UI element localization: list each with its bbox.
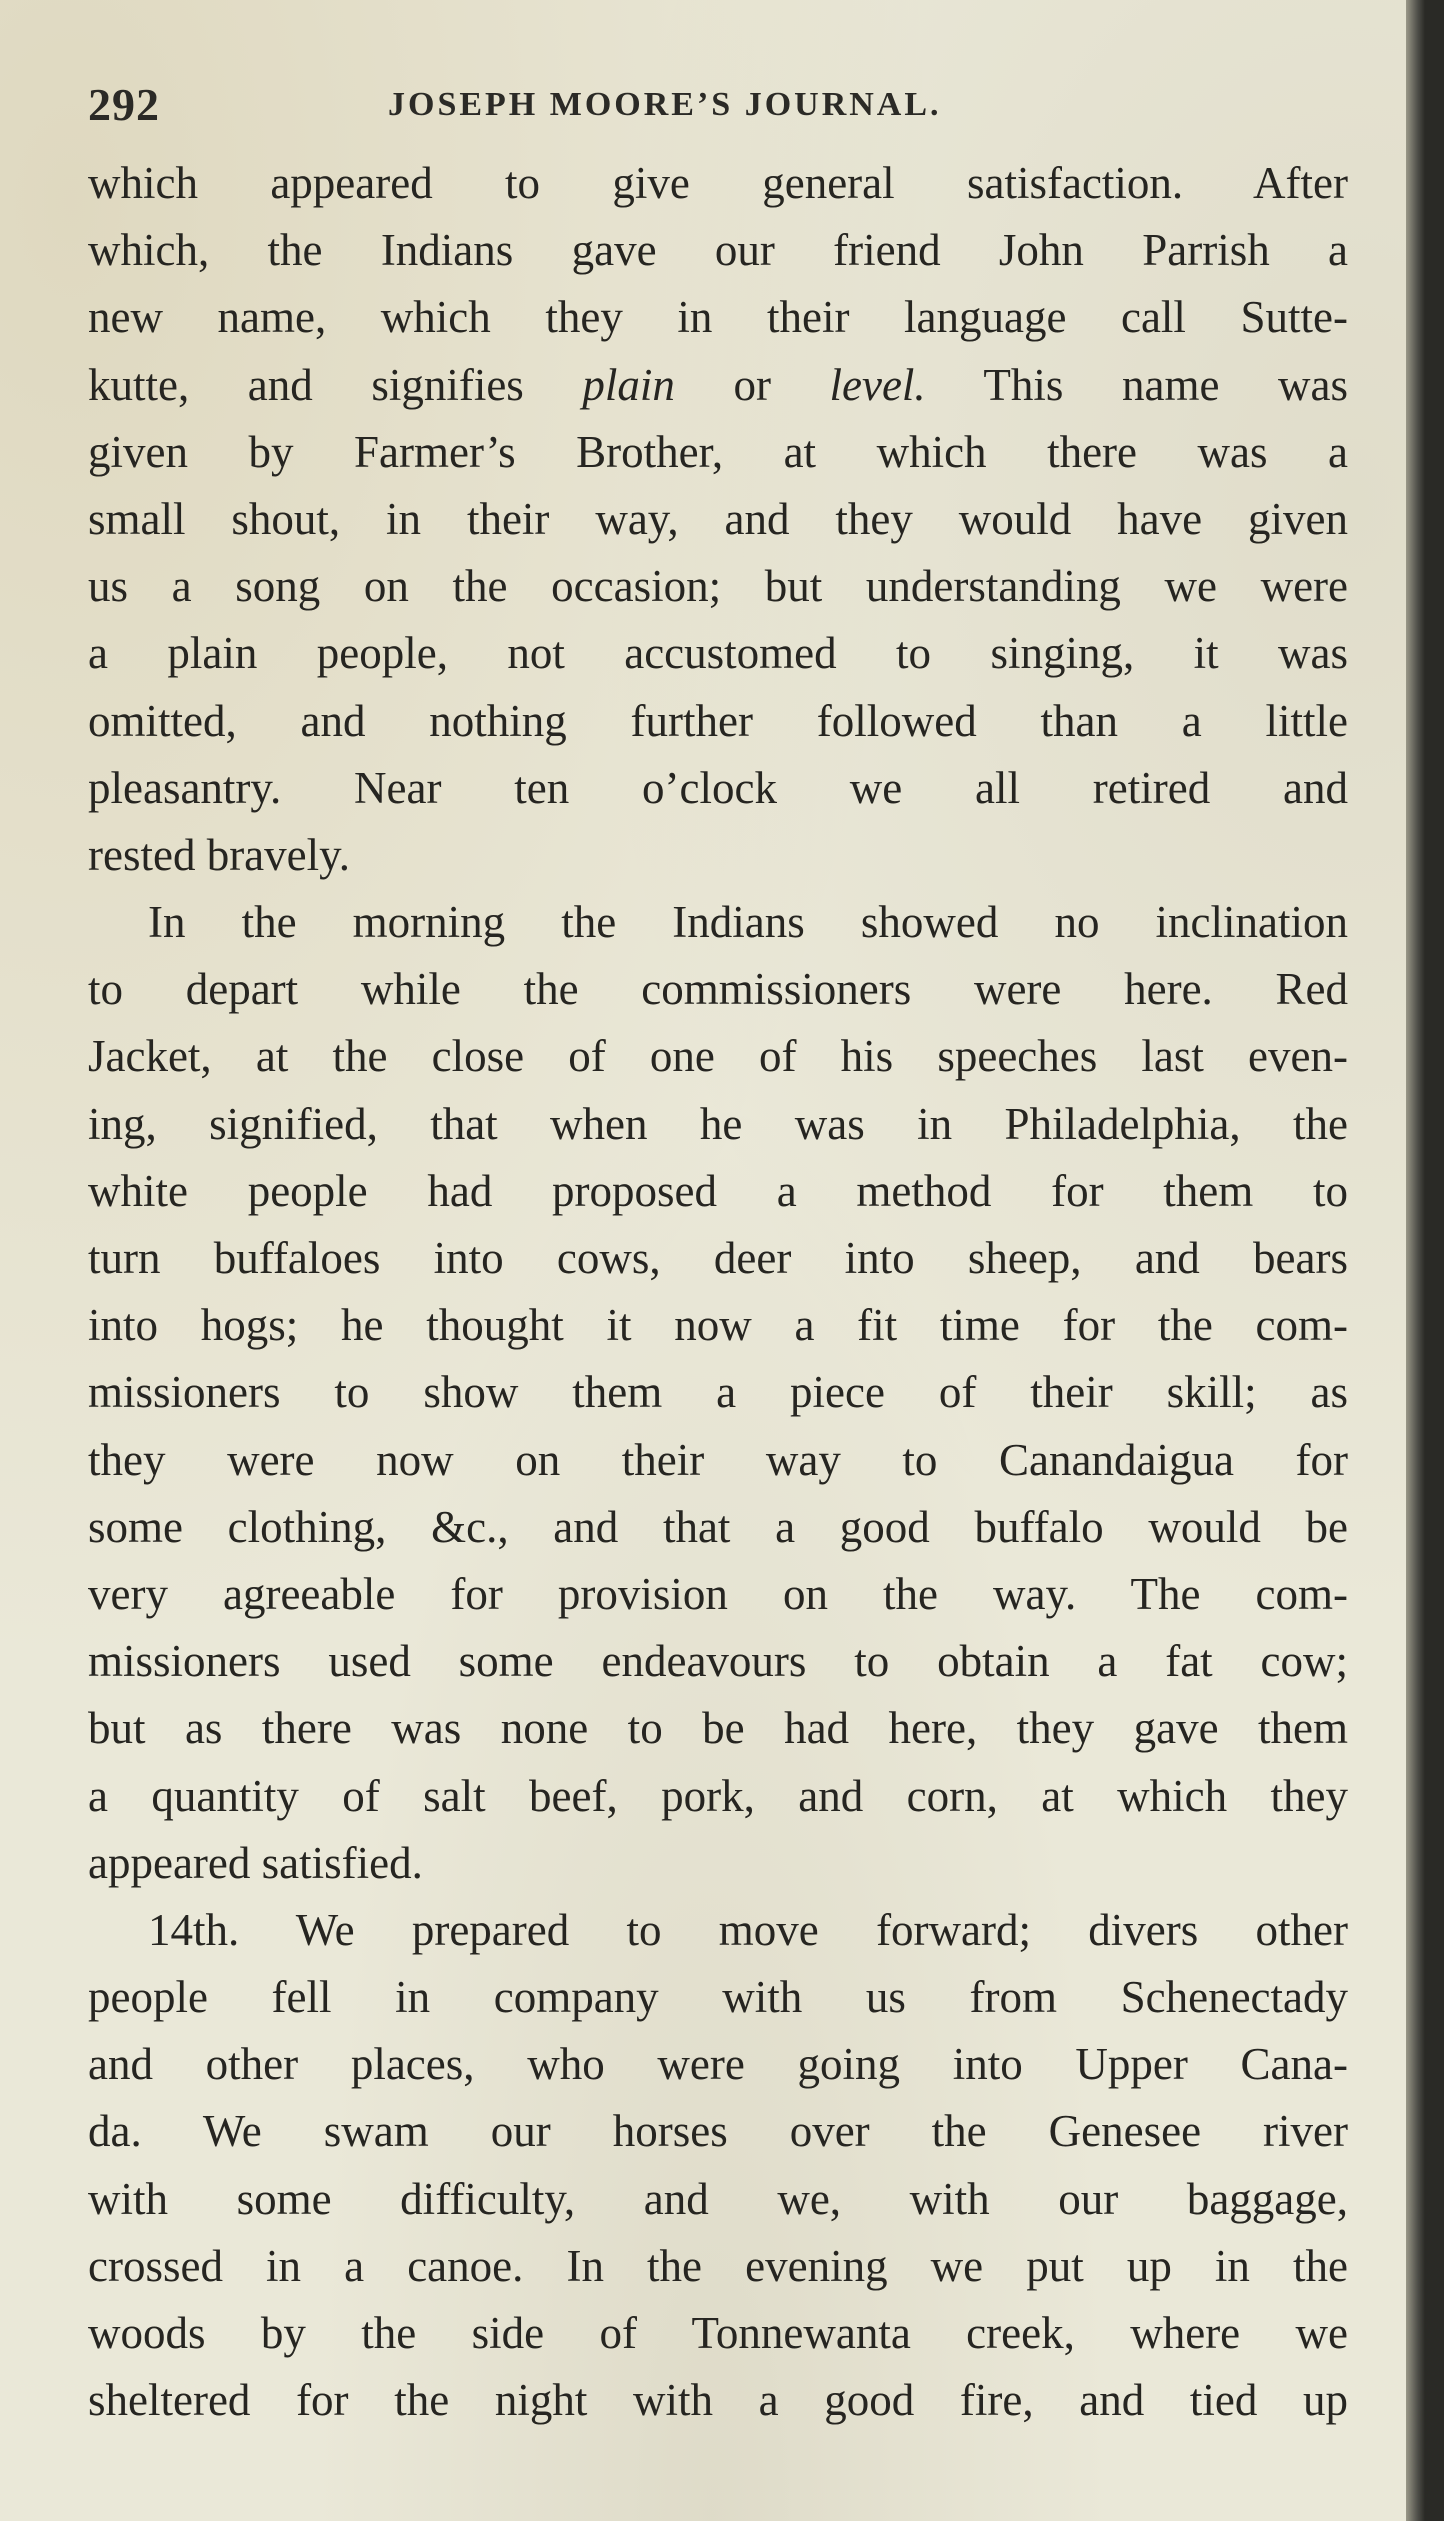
text-line: they were now on their way to Canandaigua for <box>88 1434 1348 1485</box>
text-line: In the morning the Indians showed no inclination <box>148 897 1348 948</box>
text-line: da. We swam our horses over the Genesee river <box>88 2106 1348 2157</box>
text-line: which, the Indians gave our friend John Parrish a <box>88 225 1348 276</box>
page-edge <box>1406 0 1425 2521</box>
running-head: JOSEPH MOORE’S JOURNAL. <box>388 86 942 123</box>
text-line: sheltered for the night with a good fire, and tied up <box>88 2375 1348 2426</box>
italic-word: plain <box>582 359 675 410</box>
text-line: some clothing, &c., and that a good buffalo would be <box>88 1501 1348 1552</box>
text-line: 14th. We prepared to move forward; divers other <box>148 1904 1348 1955</box>
text-line: to depart while the commissioners were here. Red <box>88 964 1348 1015</box>
page-header <box>88 78 1348 138</box>
text-line: pleasantry. Near ten o’clock we all retired and <box>88 762 1348 813</box>
text-line: very agreeable for provision on the way. The com- <box>88 1568 1348 1619</box>
text-segment: kutte, and signifies <box>88 359 583 410</box>
text-line: small shout, in their way, and they would have given <box>88 493 1348 544</box>
text-line: omitted, and nothing further followed than a little <box>88 695 1348 746</box>
text-line: rested bravely. <box>88 829 350 880</box>
text-line: appeared satisfied. <box>88 1837 423 1888</box>
page-number: 292 <box>88 79 160 130</box>
text-segment: This name was <box>925 359 1348 410</box>
text-line: white people had proposed a method for them to <box>88 1165 1348 1216</box>
text-line: turn buffaloes into cows, deer into sheep, and bears <box>88 1233 1348 1283</box>
text-line: given by Farmer’s Brother, at which there was a <box>88 426 1348 477</box>
text-segment: or <box>674 359 830 410</box>
body-text <box>88 150 1348 2434</box>
text-line: new name, which they in their language call Sutte- <box>88 292 1348 343</box>
text-line: which appeared to give general satisfaction. After <box>88 158 1348 208</box>
text-line: missioners to show them a piece of their skill; as <box>88 1367 1348 1418</box>
text-line: people fell in company with us from Schenectady <box>88 1972 1348 2023</box>
text-line: missioners used some endeavours to obtain a fat cow; <box>88 1636 1348 1687</box>
text-line: Jacket, at the close of one of his speeches last even- <box>88 1031 1348 1082</box>
text-line: woods by the side of Tonnewanta creek, where we <box>88 2308 1348 2358</box>
text-line: crossed in a canoe. In the evening we put up in the <box>88 2240 1348 2291</box>
text-line: with some difficulty, and we, with our baggage, <box>88 2173 1348 2224</box>
text-line: ing, signified, that when he was in Philadelphia, the <box>88 1098 1348 1149</box>
italic-word: level. <box>829 359 926 410</box>
text-line: into hogs; he thought it now a fit time for the com- <box>88 1300 1348 1351</box>
text-line: but as there was none to be had here, they gave them <box>88 1703 1348 1754</box>
text-line <box>88 352 1348 419</box>
text-line: us a song on the occasion; but understanding we were <box>88 561 1348 612</box>
text-line: a plain people, not accustomed to singing, it was <box>88 628 1348 679</box>
text-line: and other places, who were going into Upper Cana- <box>88 2039 1348 2090</box>
text-line: a quantity of salt beef, pork, and corn, at which they <box>88 1770 1348 1821</box>
